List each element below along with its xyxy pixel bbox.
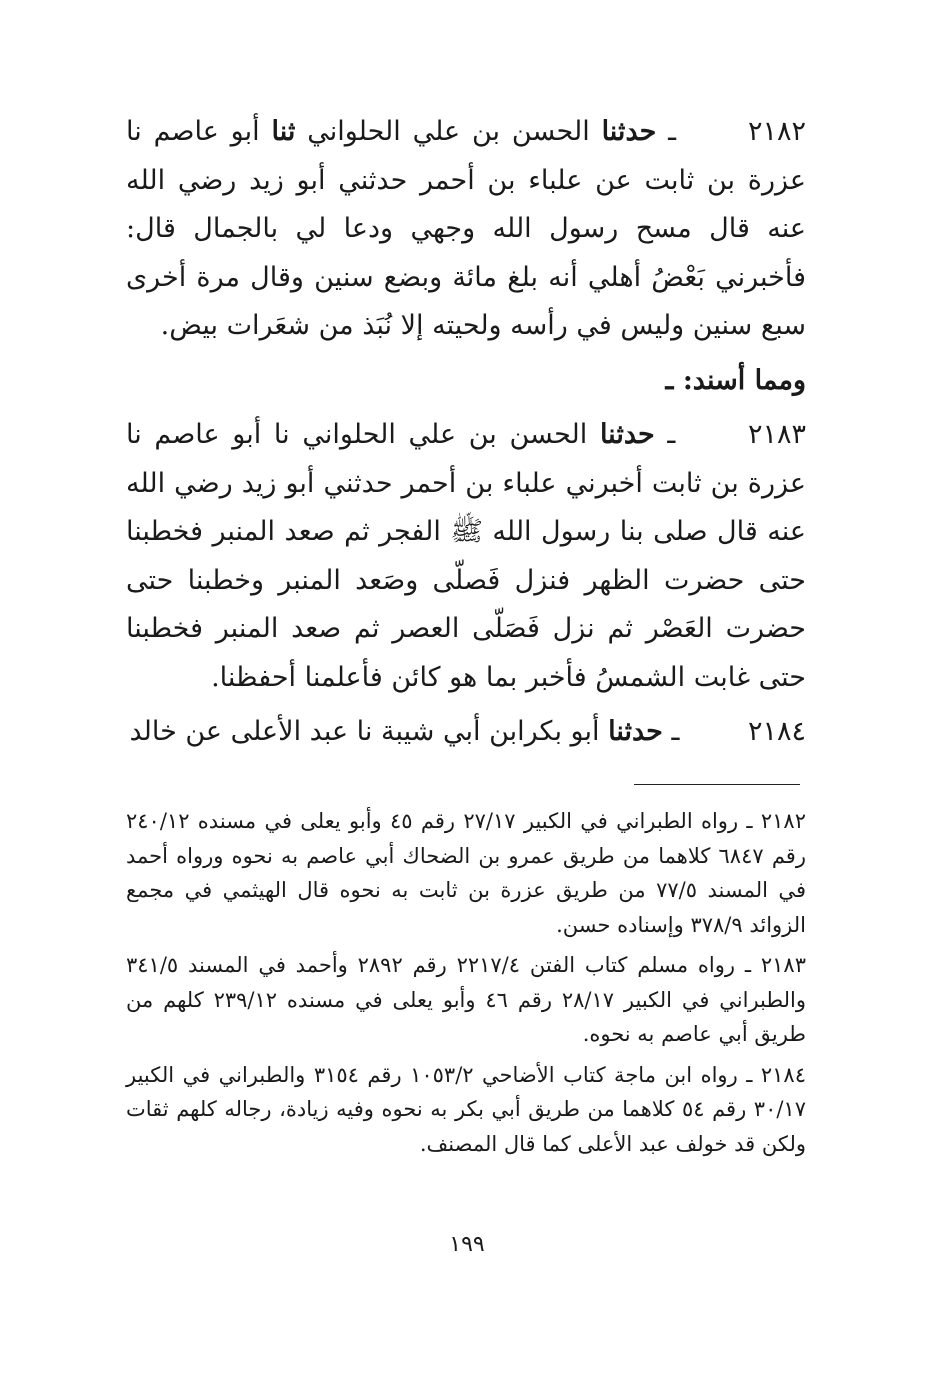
hadith-number: ٢١٨٢ <box>747 116 806 147</box>
footnote-text: ـ رواه ابن ماجة كتاب الأضاحي ١٠٥٣/٢ رقم ٣١٥٤ والطبراني في الكبير ٣٠/١٧ رقم ٥٤ كلاهما من طريق أبي بكر به نحوه وفيه زيادة، رجاله كلهم ثقات ولكن قد خولف عبد الأعلى كما قال المصنف. <box>126 1062 806 1156</box>
footnotes <box>126 804 806 1167</box>
footnote-number: ٢١٨٢ <box>760 809 806 833</box>
hadith-text-part: أبو بكرابن أبي شيبة نا عبد الأعلى عن خالد <box>129 716 600 747</box>
page-number: ١٩٩ <box>449 1232 485 1257</box>
hadith-2183 <box>126 411 806 702</box>
footnote-2183 <box>126 948 806 1052</box>
footnote-text: ـ رواه مسلم كتاب الفتن ٢٢١٧/٤ رقم ٢٨٩٢ وأحمد في المسند ٣٤١/٥ والطبراني في الكبير ٢٨/١٧ رقم ٤٦ وأبو يعلى في مسنده ٢٣٩/١٢ كلهم من طريق أبي عاصم به نحوه. <box>126 953 806 1046</box>
narration-keyword: حدثنا <box>608 716 663 747</box>
hadith-text-part: الحسن بن علي الحلواني <box>307 116 590 147</box>
indent <box>688 419 748 450</box>
indent <box>688 116 748 147</box>
footnote-divider <box>634 784 800 785</box>
hadith-text-part: الحسن بن علي الحلواني نا أبو عاصم نا عزرة بن ثابت أخبرني علباء بن أحمر حدثني أبو زيد رضي الله عنه قال صلى بنا رسول الله ﷺ الفجر ثم صعد المنبر فخطبنا حتى حضرت الظهر فنزل فَصلّى وصَعد المنبر وخطبنا حتى حضرت العَصْر ثم نزل فَصَلّى العصر ثم صعد المنبر فخطبنا حتى غابت الشمسُ فأخبر بما هو كائن فأعلمنا أحفظنا. <box>126 419 806 693</box>
footnote-2184 <box>126 1058 806 1162</box>
footnote-number: ٢١٨٣ <box>760 953 806 977</box>
indent <box>688 716 748 747</box>
hadith-dash: ـ <box>668 116 677 147</box>
narration-keyword: حدثنا <box>601 116 657 147</box>
footnote-2182 <box>126 804 806 942</box>
narration-keyword: حدثنا <box>599 419 655 450</box>
hadith-text-part: أبو عاصم نا عزرة بن ثابت عن علباء بن أحمر حدثني أبو زيد رضي الله عنه قال مسح رسول الله وجهي ودعا لي بالجمال قال: فأخبرني بَعْضُ أهلي أنه بلغ مائة وبضع سنين وقال مرة أخرى سبع سنين وليس في رأسه ولحيته إلا نُبَذ من شعَرات بيض. <box>126 116 806 341</box>
hadith-number: ٢١٨٣ <box>747 419 806 450</box>
section-heading: ومما أسند: ـ <box>665 364 806 396</box>
footnote-text: ـ رواه الطبراني في الكبير ٢٧/١٧ رقم ٤٥ وأبو يعلى في مسنده ٢٤٠/١٢ رقم ٦٨٤٧ كلاهما من طريق عمرو بن الضحاك أبي عاصم به نحوه ورواه أحمد في المسند ٧٧/٥ من طريق عزرة بن ثابت به نحوه قال الهيثمي في مجمع الزوائد ٣٧٨/٩ وإسناده حسن. <box>126 809 806 937</box>
hadith-2184 <box>126 708 806 757</box>
footnote-number: ٢١٨٤ <box>760 1062 806 1087</box>
hadith-dash: ـ <box>671 716 680 747</box>
hadith-number: ٢١٨٤ <box>747 716 806 747</box>
hadith-dash: ـ <box>667 419 676 450</box>
hadith-2182 <box>126 108 806 351</box>
main-text <box>126 108 806 757</box>
narration-keyword: ثنا <box>271 116 296 147</box>
